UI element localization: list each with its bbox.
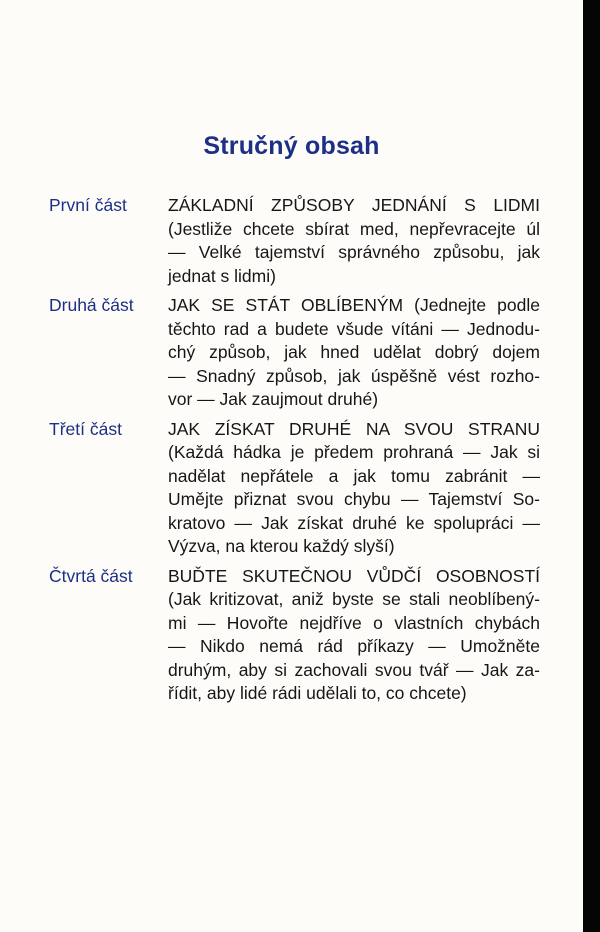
part-label: První část: [49, 195, 127, 215]
description-line: — Nikdo nemá rád příkazy — Umožněte: [168, 636, 540, 656]
part-description: [168, 565, 540, 706]
toc-entry-part-3: [0, 418, 583, 559]
description-line: Umějte přiznat svou chybu — Tajemství So-: [168, 489, 540, 509]
part-label: Třetí část: [49, 418, 122, 439]
description-line: chý způsob, jak hned udělat dobrý dojem: [168, 342, 540, 362]
toc-entry-part-1: [0, 194, 583, 288]
description-line: mi — Hovořte nejdříve o vlastních chybách: [168, 612, 540, 633]
description-line: kratovo — Jak získat druhé ke spolupráci —: [168, 512, 540, 533]
description-line: (Jak kritizovat, aniž byste se stali neoblíbený-: [168, 589, 540, 609]
description-line: řídit, aby lidé rádi udělali to, co chcete): [168, 683, 467, 703]
part-description: [168, 194, 540, 288]
description-line: (Každá hádka je předem prohraná — Jak si: [168, 442, 540, 462]
toc-entry-part-2: [0, 294, 583, 412]
description-line: BUĎTE SKUTEČNOU VŮDČÍ OSOBNOSTÍ: [168, 565, 540, 586]
description-line: ZÁKLADNÍ ZPŮSOBY JEDNÁNÍ S LIDMI: [168, 195, 540, 215]
description-line: (Jestliže chcete sbírat med, nepřevracejte úl: [168, 218, 540, 239]
description-line: vor — Jak zaujmout druhé): [168, 389, 379, 409]
description-line: Výzva, na kterou každý slyší): [168, 536, 395, 556]
dark-background-edge: [583, 0, 600, 932]
toc-entry-part-4: [0, 565, 583, 706]
page-title: Stručný obsah: [203, 132, 380, 160]
description-line: druhým, aby si zachovali svou tvář — Jak za-: [168, 659, 540, 680]
part-description: [168, 418, 540, 559]
description-line: JAK SE STÁT OBLÍBENÝM (Jednejte podle: [168, 295, 540, 315]
description-line: — Snadný způsob, jak úspěšně vést rozho-: [168, 365, 540, 386]
part-label: Druhá část: [49, 295, 134, 315]
part-description: [168, 294, 540, 412]
description-line: — Velké tajemství správného způsobu, jak: [168, 242, 540, 262]
table-of-contents: [0, 194, 583, 712]
description-line: jednat s lidmi): [168, 265, 276, 286]
description-line: těchto rad a budete všude vítáni — Jednodu-: [168, 318, 540, 339]
description-line: nadělat nepřátele a jak tomu zabránit —: [168, 465, 540, 486]
description-line: JAK ZÍSKAT DRUHÉ NA SVOU STRANU: [168, 418, 540, 439]
part-label: Čtvrtá část: [49, 565, 133, 586]
